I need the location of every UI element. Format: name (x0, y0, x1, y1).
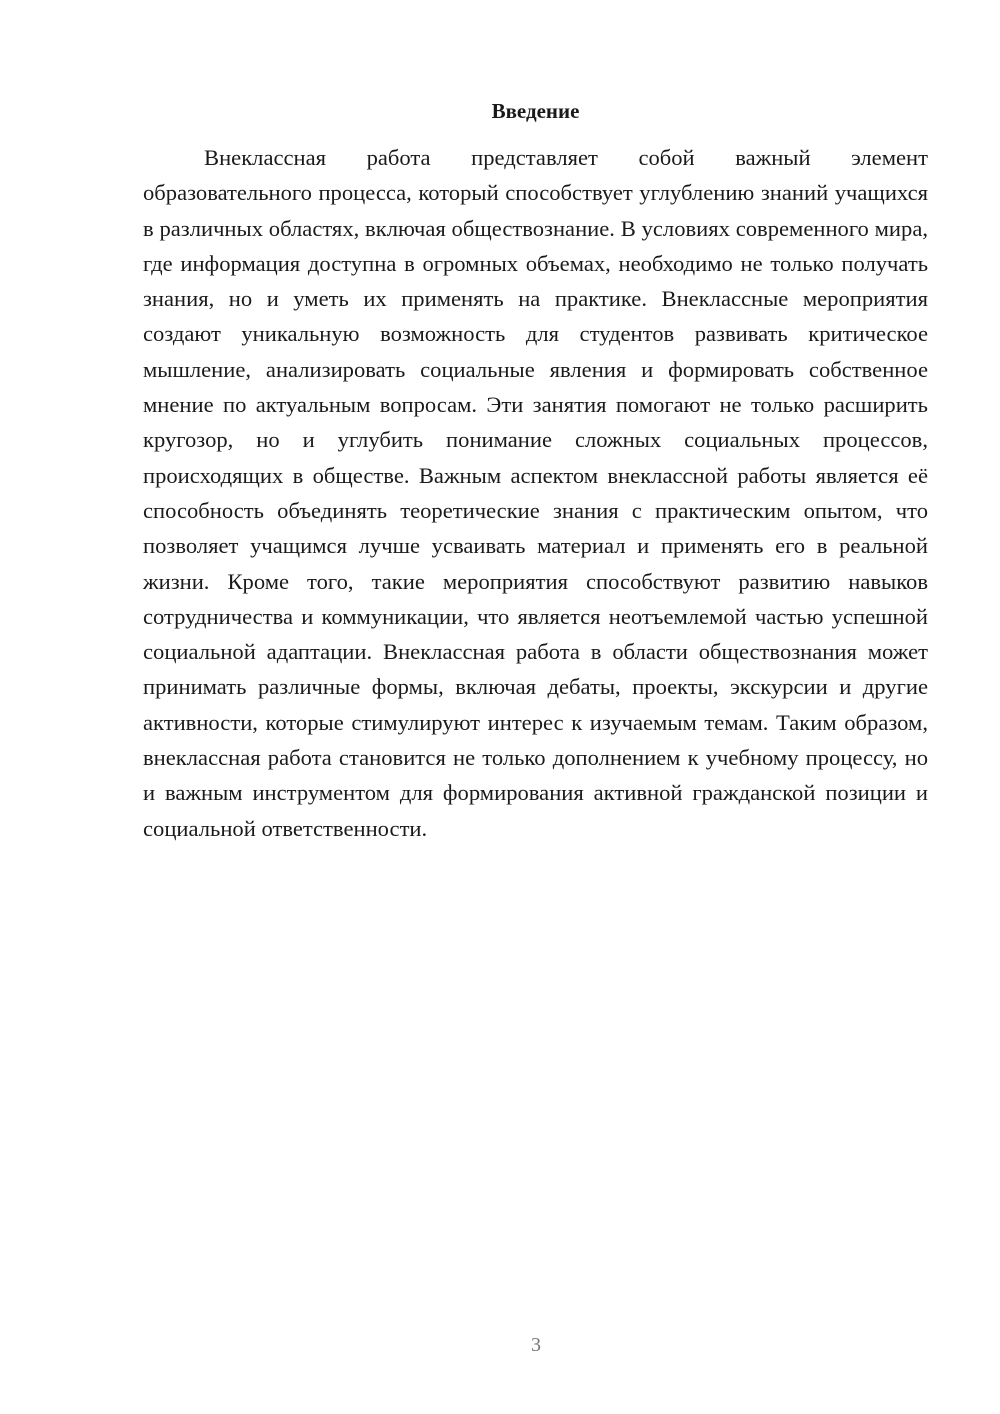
body-paragraph: Внеклассная работа представляет собой важный элемент образовательного процесса, который способствует углублению знаний учащихся в различных областях, включая обществознание. В условиях современного мира, где информация доступна в огромных объемах, необходимо не только получать знания, но и уметь их применять на практике. Внеклассные мероприятия создают уникальную возможность для студентов развивать критическое мышление, анализировать социальные явления и формировать собственное мнение по актуальным вопросам. Эти занятия помогают не только расширить кругозор, но и углубить понимание сложных социальных процессов, происходящих в обществе. Важным аспектом внеклассной работы является её способность объединять теоретические знания с практическим опытом, что позволяет учащимся лучше усваивать материал и применять его в реальной жизни. Кроме того, такие мероприятия способствуют развитию навыков сотрудничества и коммуникации, что является неотъемлемой частью успешной социальной адаптации. Внеклассная работа в области обществознания может принимать различные формы, включая дебаты, проекты, экскурсии и другие активности, которые стимулируют интерес к изучаемым темам. Таким образом, внеклассная работа становится не только дополнением к учебному процессу, но и важным инструментом для формирования активной гражданской позиции и социальной ответственности. (143, 145, 928, 841)
page-number: 3 (531, 1334, 541, 1356)
section-heading: Введение (491, 99, 580, 123)
